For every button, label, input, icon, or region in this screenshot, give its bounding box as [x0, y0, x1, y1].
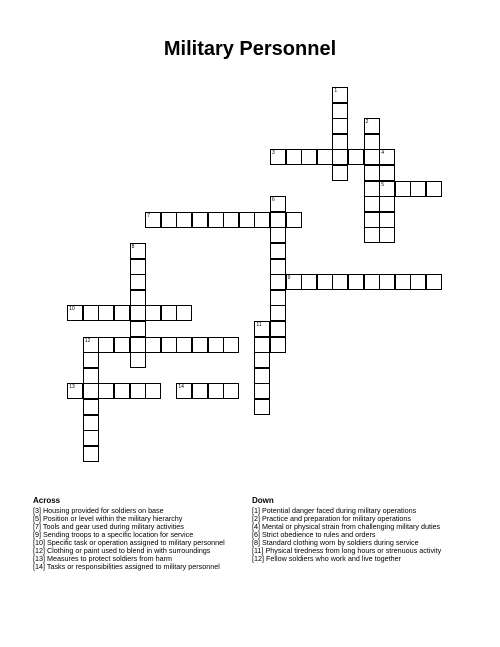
grid-cell[interactable] [130, 243, 146, 259]
grid-cell[interactable] [114, 337, 130, 353]
grid-cell[interactable] [410, 274, 426, 290]
across-clue-10: [10] Specific task or operation assigned to military personnel [33, 538, 225, 547]
across-clue-14: [14] Tasks or responsibilities assigned to military personnel [33, 562, 220, 571]
grid-cell[interactable] [332, 87, 348, 103]
grid-cell[interactable] [364, 196, 380, 212]
grid-cell[interactable] [332, 118, 348, 134]
grid-cell[interactable] [364, 274, 380, 290]
grid-cell[interactable] [130, 321, 146, 337]
down-clue-11: [11] Physical tiredness from long hours or strenuous activity [252, 546, 442, 555]
clue-number: 4 [381, 150, 384, 157]
grid-cell[interactable] [301, 274, 317, 290]
grid-cell[interactable] [145, 383, 161, 399]
down-heading: Down [252, 496, 274, 505]
grid-cell[interactable] [254, 368, 270, 384]
grid-cell[interactable] [270, 337, 286, 353]
grid-cell[interactable] [270, 321, 286, 337]
grid-cell[interactable] [114, 305, 130, 321]
clue-number: 11 [256, 322, 262, 328]
grid-cell[interactable] [192, 337, 208, 353]
grid-cell[interactable] [192, 383, 208, 399]
grid-cell[interactable] [130, 383, 146, 399]
across-clue-3: [3] Housing provided for soldiers on base [33, 506, 164, 515]
grid-cell[interactable] [286, 212, 302, 228]
clue-number: 2 [365, 119, 369, 126]
puzzle-title: Military Personnel [163, 38, 337, 60]
grid-cell[interactable] [379, 212, 395, 228]
clue-number: 5 [381, 181, 384, 188]
grid-cell[interactable] [270, 212, 286, 228]
down-clue-1: [1] Potential danger faced during military operations [252, 506, 417, 515]
grid-cell[interactable] [223, 383, 239, 399]
grid-cell[interactable] [130, 305, 146, 321]
across-clue-7: [7] Tools and gear used during military activities [33, 522, 184, 531]
grid-cell[interactable] [176, 305, 192, 321]
grid-cell[interactable] [286, 274, 302, 290]
grid-cell[interactable] [317, 149, 333, 165]
clue-number: 6 [272, 197, 275, 204]
grid-cell[interactable] [83, 446, 99, 462]
down-clue-2: [2] Practice and preparation for military operations [252, 514, 412, 523]
grid-cell[interactable] [130, 259, 146, 275]
grid-cell[interactable] [301, 149, 317, 165]
grid-cell[interactable] [67, 305, 83, 321]
clue-number: 12 [84, 337, 91, 344]
grid-cell[interactable] [364, 212, 380, 228]
grid-cell[interactable] [410, 181, 426, 197]
grid-cell[interactable] [270, 305, 286, 321]
grid-cell[interactable] [83, 399, 99, 415]
grid-cell[interactable] [332, 149, 348, 165]
grid-cell[interactable] [83, 368, 99, 384]
grid-cell[interactable] [98, 305, 114, 321]
grid-cell[interactable] [176, 212, 192, 228]
grid-cell[interactable] [395, 181, 411, 197]
grid-cell[interactable] [270, 196, 286, 212]
grid-cell[interactable] [270, 259, 286, 275]
clue-number: 8 [131, 244, 135, 250]
down-clue-4: [4] Mental or physical strain from challenging military duties [252, 522, 441, 531]
grid-cell[interactable] [83, 415, 99, 431]
grid-cell[interactable] [426, 181, 442, 197]
grid-cell[interactable] [379, 149, 395, 165]
grid-cell[interactable] [364, 149, 380, 165]
grid-cell[interactable] [176, 337, 192, 353]
grid-cell[interactable] [161, 337, 177, 353]
grid-cell[interactable] [379, 274, 395, 290]
down-clues [252, 497, 441, 563]
clue-number: 3 [272, 150, 275, 157]
grid-cell[interactable] [270, 290, 286, 306]
grid-cell[interactable] [83, 430, 99, 446]
grid-cell[interactable] [379, 181, 395, 197]
grid-cell[interactable] [161, 305, 177, 321]
grid-cell[interactable] [83, 337, 99, 353]
grid-cell[interactable] [364, 118, 380, 134]
across-clue-5: [5] Position or level within the military hierarchy [33, 514, 183, 523]
grid-cell[interactable] [395, 274, 411, 290]
grid-cell[interactable] [332, 165, 348, 181]
grid-cell[interactable] [67, 383, 83, 399]
clue-number: 9 [287, 275, 291, 282]
grid-cell[interactable] [98, 383, 114, 399]
grid-cell[interactable] [130, 274, 146, 290]
grid-cell[interactable] [364, 227, 380, 243]
grid-cell[interactable] [270, 243, 286, 259]
grid-cell[interactable] [364, 134, 380, 150]
clue-number: 14 [178, 384, 184, 391]
grid-cell[interactable] [192, 212, 208, 228]
grid-cell[interactable] [83, 352, 99, 368]
grid-cell[interactable] [254, 337, 270, 353]
grid-cell[interactable] [379, 196, 395, 212]
grid-cell[interactable] [208, 212, 224, 228]
grid-cell[interactable] [254, 383, 270, 399]
grid-cell[interactable] [270, 149, 286, 165]
grid-cell[interactable] [223, 337, 239, 353]
grid-cell[interactable] [83, 305, 99, 321]
grid-cell[interactable] [145, 337, 161, 353]
grid-cell[interactable] [98, 337, 114, 353]
across-clues [33, 497, 225, 571]
grid-cell[interactable] [270, 227, 286, 243]
grid-cell[interactable] [114, 383, 130, 399]
grid-cell[interactable] [332, 274, 348, 290]
grid-cell[interactable] [364, 181, 380, 197]
grid-cell[interactable] [130, 337, 146, 353]
across-heading: Across [33, 496, 61, 505]
clue-number: 13 [69, 384, 75, 391]
grid-cell[interactable] [130, 352, 146, 368]
across-clue-12: [12] Clothing or paint used to blend in with surroundings [33, 546, 211, 555]
grid-cell[interactable] [83, 383, 99, 399]
across-clue-9: [9] Sending troops to a specific location for service [33, 530, 194, 539]
clue-number: 10 [69, 306, 75, 313]
grid-cell[interactable] [223, 212, 239, 228]
grid-cell[interactable] [239, 212, 255, 228]
down-clue-6: [6] Strict obedience to rules and orders [252, 530, 376, 539]
grid-cell[interactable] [317, 274, 333, 290]
grid-cell[interactable] [270, 274, 286, 290]
grid-cell[interactable] [332, 103, 348, 119]
grid-cell[interactable] [254, 212, 270, 228]
grid-cell[interactable] [286, 149, 302, 165]
down-clue-12: [12] Fellow soldiers who work and live together [252, 554, 402, 563]
across-clue-13: [13] Measures to protect soldiers from harm [33, 554, 173, 563]
grid-cell[interactable] [145, 212, 161, 228]
clue-number: 7 [147, 212, 150, 219]
grid-cell[interactable] [176, 383, 192, 399]
grid-cell[interactable] [364, 165, 380, 181]
clue-number: 1 [334, 88, 338, 94]
grid-cell[interactable] [161, 212, 177, 228]
grid-cell[interactable] [145, 305, 161, 321]
grid-cell[interactable] [348, 149, 364, 165]
grid-cell[interactable] [130, 290, 146, 306]
grid-cell[interactable] [379, 227, 395, 243]
down-clue-8: [8] Standard clothing worn by soldiers during service [252, 538, 419, 547]
grid-cell[interactable] [426, 274, 442, 290]
grid-cell[interactable] [332, 134, 348, 150]
grid-cell[interactable] [208, 383, 224, 399]
grid-cell[interactable] [254, 352, 270, 368]
grid-cell[interactable] [254, 321, 270, 337]
grid-cell[interactable] [379, 165, 395, 181]
grid-cell[interactable] [254, 399, 270, 415]
grid-cell[interactable] [348, 274, 364, 290]
grid-cell[interactable] [208, 337, 224, 353]
